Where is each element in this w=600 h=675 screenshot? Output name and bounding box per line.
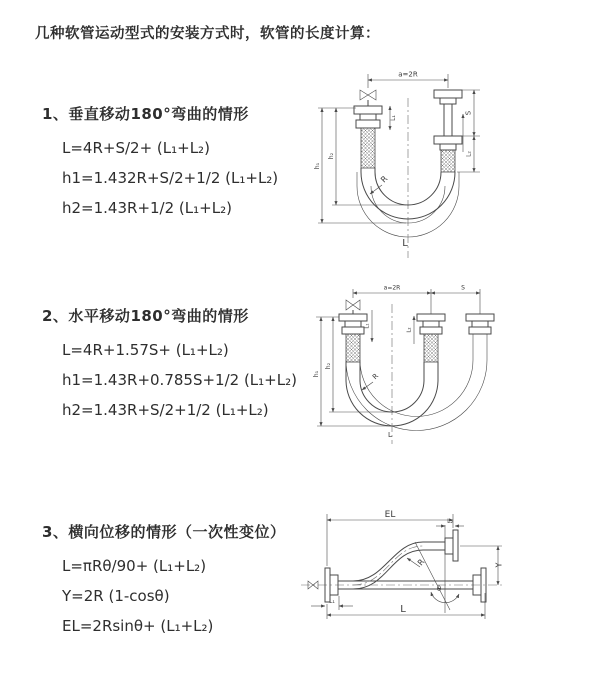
d2-right-pipe bbox=[466, 314, 494, 360]
d1-dim-s: S bbox=[464, 110, 473, 116]
section-1 bbox=[42, 103, 278, 223]
d3-label-theta: θ bbox=[436, 585, 442, 593]
page-title: 几种软管运动型式的安装方式时，软管的长度计算： bbox=[35, 26, 380, 42]
d1-dim-h1: h₁ bbox=[314, 162, 321, 170]
d3-label-r: R bbox=[415, 557, 427, 568]
d3-dim-y: Y bbox=[494, 562, 504, 568]
d1-dim-l1: L₁ bbox=[390, 115, 397, 121]
d3-upper-flange bbox=[423, 530, 458, 561]
d3-dim-l1: L₁ bbox=[329, 598, 335, 605]
d3-dim-l: L bbox=[400, 604, 406, 615]
d2-label-l: L bbox=[388, 431, 392, 439]
d3-dim-el: EL bbox=[384, 510, 396, 520]
d1-left-pipe bbox=[354, 106, 382, 168]
d2-dim-s: S bbox=[461, 284, 465, 292]
diagram-1-vertical-bend bbox=[306, 64, 590, 269]
section-3 bbox=[42, 521, 285, 641]
section-2-formula-h2: h2=1.43R+S/2+1/2 (L₁+L₂) bbox=[62, 401, 269, 419]
d3-dim-l2: L₂ bbox=[447, 518, 453, 525]
d2-dim-h1: h₁ bbox=[313, 370, 320, 378]
d1-label-r: R bbox=[379, 174, 390, 185]
d2-label-r: R bbox=[371, 372, 381, 382]
d2-dim-l2: L₂ bbox=[406, 327, 413, 333]
section-3-formula-l: L=πRθ/90+ (L₁+L₂) bbox=[62, 557, 207, 575]
section-3-heading: 3、横向位移的情形（一次性变位） bbox=[42, 523, 286, 541]
d1-label-l: L bbox=[402, 238, 408, 249]
section-1-formula-l: L=4R+S/2+ (L₁+L₂) bbox=[62, 139, 210, 157]
d2-dim-l1: L₁ bbox=[364, 323, 371, 329]
section-2 bbox=[42, 305, 297, 425]
d2-dim-a2r: a=2R bbox=[383, 284, 401, 292]
d2-left-pipe bbox=[339, 314, 367, 362]
d2-hose bbox=[346, 360, 487, 431]
section-2-heading: 2、水平移动180°弯曲的情形 bbox=[42, 307, 249, 325]
section-1-formula-h2: h2=1.43R+1/2 (L₁+L₂) bbox=[62, 199, 232, 217]
diagram-2-horizontal-bend bbox=[306, 276, 590, 452]
d1-dim-a2r: a=2R bbox=[398, 70, 418, 79]
d3-hose bbox=[353, 542, 423, 589]
section-2-formula-h1: h1=1.43R+0.785S+1/2 (L₁+L₂) bbox=[62, 371, 297, 389]
d1-right-pipe bbox=[434, 90, 462, 172]
d1-dim-l2: L₂ bbox=[465, 151, 473, 157]
section-2-formula-l: L=4R+1.57S+ (L₁+L₂) bbox=[62, 341, 229, 359]
d2-dim-h2: h₂ bbox=[325, 362, 332, 370]
section-1-heading: 1、垂直移动180°弯曲的情形 bbox=[42, 105, 249, 123]
section-3-formula-el: EL=2Rsinθ+ (L₁+L₂) bbox=[62, 617, 214, 635]
section-1-formula-h1: h1=1.432R+S/2+1/2 (L₁+L₂) bbox=[62, 169, 279, 187]
diagram-3-lateral-offset bbox=[293, 498, 600, 658]
d2-middle-pipe bbox=[417, 314, 445, 362]
d2-valve-icon bbox=[346, 300, 360, 314]
d1-valve-icon bbox=[360, 90, 376, 106]
d1-dim-h2: h₂ bbox=[328, 152, 335, 160]
section-3-formula-y: Y=2R (1-cosθ) bbox=[62, 587, 170, 605]
